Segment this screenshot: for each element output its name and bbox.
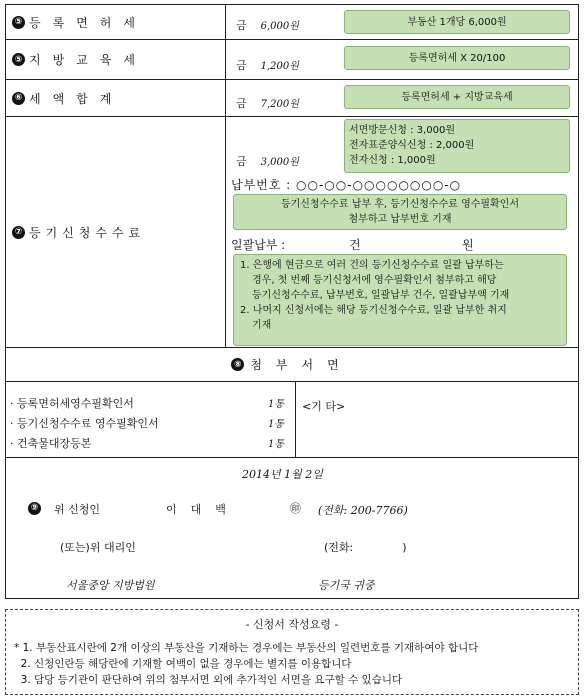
note-bulk-instructions (233, 254, 567, 346)
seal-icon: ㊞ (290, 502, 301, 515)
applicant-phone[interactable]: (전화: 200-7766) (318, 504, 408, 517)
circled-number: ⑧ (231, 358, 244, 371)
agent-phone[interactable]: (전화: ) (324, 541, 407, 554)
bulk-payment-label: 일괄납부 : (231, 238, 286, 252)
attachment-item: · 건축물대장등본 (10, 437, 92, 450)
circled-number: ⑤ (12, 16, 25, 29)
circled-number: ⑤ (12, 53, 25, 66)
instruction-line: 1. 은행에 현금으로 여러 건의 등기신청수수료 일괄 납부하는 (240, 260, 504, 271)
amount-prefix: 금 (236, 155, 247, 168)
applicant-label: 위 신청인 (54, 503, 101, 516)
attachments-title (6, 348, 578, 382)
court-name: 서울중앙 지방법원 (66, 579, 155, 592)
divider (6, 457, 578, 458)
attachment-item: · 등록면허세영수필확인서 (10, 397, 134, 410)
attachment-item: · 등기신청수수료 영수필확인서 (10, 417, 159, 430)
field-label: 등기신청수수료 (29, 225, 146, 240)
circled-number: ⑦ (12, 226, 25, 239)
guide-line: 3. 담당 등기관이 판단하여 위의 첨부서면 외에 추가적인 서면을 요구할 수 있습니다 (14, 674, 403, 686)
note-registration-tax: 부동산 1개당 6,000원 (344, 10, 570, 34)
amount-value: 6,000원 (260, 21, 299, 32)
bulk-payment-count[interactable]: 건 (349, 238, 361, 252)
instruction-line: 기재 (252, 320, 272, 331)
rate-line: 전자표준양식신청 : 2,000원 (349, 140, 475, 151)
bulk-payment-amount[interactable]: 원 (462, 238, 474, 252)
rate-line: 서면방문신청 : 3,000원 (349, 125, 455, 136)
amount-value: 3,000원 (260, 157, 299, 168)
instruction-line: 경우, 첫 번째 등기신청서에 영수필확인서 첨부하고 해당 (252, 275, 497, 286)
label-registration-tax (6, 5, 226, 39)
amount-prefix: 금 (236, 59, 247, 72)
field-label: 지방교육세 (29, 53, 147, 67)
amount-value: 1,200원 (260, 61, 299, 72)
field-label: 세액합계 (29, 91, 124, 106)
row-tax-total (6, 80, 578, 117)
payment-note-line: 등기신청수수료 납부 후, 등기신청수수료 영수필확인서 (280, 199, 520, 210)
instruction-line: 2. 나머지 신청서에는 해당 등기신청수수료, 일괄 납부한 취지 (240, 305, 507, 316)
note-tax-total: 등록면허세 + 지방교육세 (344, 85, 570, 109)
label-tax-total (6, 80, 226, 116)
writing-guide (5, 609, 579, 695)
note-filing-fee-rates (344, 119, 570, 173)
amount-registration-tax[interactable] (236, 17, 299, 33)
amount-prefix: 금 (236, 97, 247, 110)
circled-number: ⑥ (12, 92, 25, 105)
payment-note-line: 첨부하고 납부번호 기재 (348, 214, 452, 225)
note-payment (233, 194, 567, 230)
amount-value: 7,200원 (260, 99, 299, 110)
registry-office: 등기국 귀중 (318, 579, 375, 592)
field-label: 등록면허세 (29, 15, 147, 30)
label-local-education-tax (6, 40, 226, 79)
attachment-count[interactable]: 1통 (268, 419, 285, 430)
row-filing-fee (6, 117, 578, 348)
instruction-line: 등기신청수수료, 납부번호, 일괄납부 건수, 일괄납부액 기재 (252, 290, 510, 301)
attachments-list (6, 382, 296, 457)
applicant-number (28, 500, 41, 515)
attachment-other[interactable]: <기 타> (302, 400, 346, 413)
application-date[interactable]: 2014년 1월 2일 (242, 468, 323, 481)
amount-prefix: 금 (236, 19, 247, 32)
amount-local-education-tax[interactable] (236, 57, 299, 73)
guide-line: * 1. 부동산표시란에 2개 이상의 부동산을 기재하는 경우에는 부동산의 일련번호를 기재하여야 합니다 (14, 642, 479, 654)
rate-line: 전자신청 : 1,000원 (349, 155, 436, 166)
applicant-name[interactable]: 이 대 백 (166, 503, 226, 516)
amount-tax-total[interactable] (236, 95, 299, 111)
payment-number[interactable]: 납부번호 : ○○-○○-○○○○○○○○-○ (231, 178, 462, 192)
row-registration-tax (6, 5, 578, 40)
circled-number: ⑨ (28, 502, 41, 515)
guide-line: 2. 신청인란등 해당란에 기재할 여백이 없을 경우에는 별지를 이용합니다 (14, 658, 352, 670)
agent-label: (또는)위 대리인 (60, 541, 136, 554)
attachment-count[interactable]: 1통 (268, 399, 285, 410)
registration-form (5, 4, 579, 599)
note-local-education-tax: 등록면허세 X 20/100 (344, 46, 570, 70)
row-local-education-tax (6, 40, 578, 80)
label-filing-fee (6, 117, 226, 347)
guide-title: - 신청서 작성요령 - (245, 618, 339, 631)
amount-filing-fee[interactable] (236, 153, 299, 169)
attachments-heading: 첨부서면 (250, 358, 353, 372)
attachment-count[interactable]: 1통 (268, 439, 285, 450)
